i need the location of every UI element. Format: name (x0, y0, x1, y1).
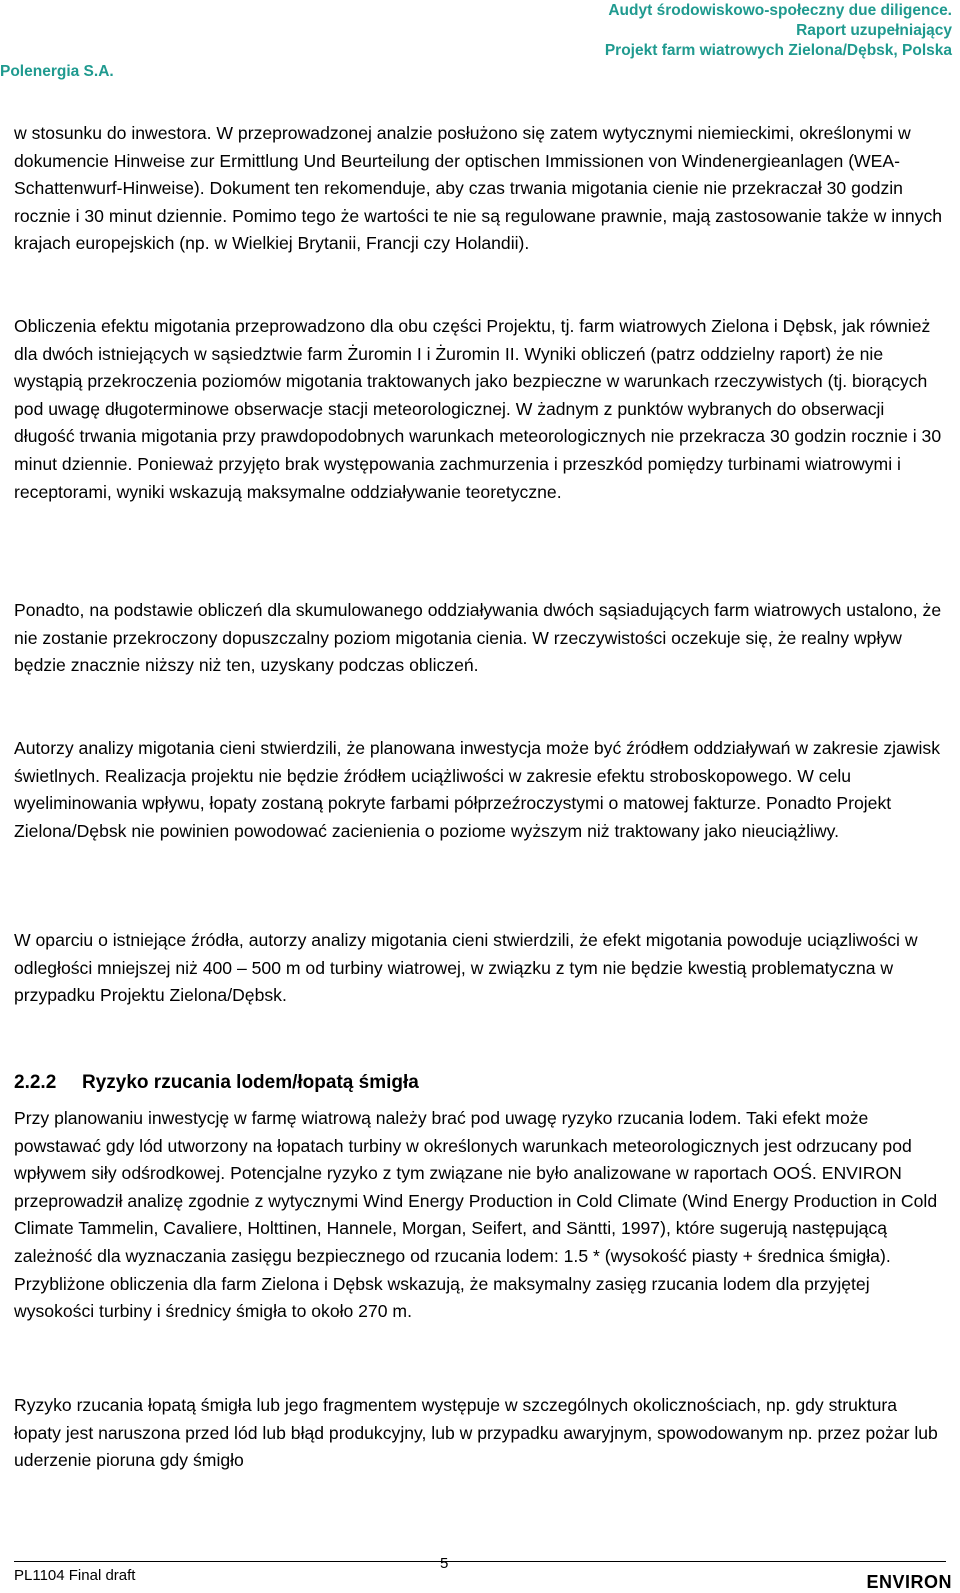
header-title-line-2: Raport uzupełniający (796, 22, 952, 39)
section-heading (14, 1072, 419, 1094)
footer-page-number: 5 (440, 1555, 449, 1572)
paragraph-cumulative-impact: Ponadto, na podstawie obliczeń dla skumulowanego oddziaływania dwóch sąsiadujących farm wiatrowych ustalono, że nie zostanie przekroczony dopuszczalny poziom migotania cienia. W rzeczywistości oczekuje się, że realny wpływ będzie znacznie niższy niż ten, uzyskany podczas obliczeń. (14, 600, 942, 676)
paragraph-ice-throw: Przy planowaniu inwestycję w farmę wiatrową należy brać pod uwagę ryzyko rzucania lodem. Taki efekt może powstawać gdy lód utworzony na łopatach turbiny w określonych warunkach meteorologicznych jest odrzucany pod wpływem siły odśrodkowej. Potencjalne ryzyko z tym związane nie było analizowane w raportach OOŚ. ENVIRON przeprowadził analizę zgodnie z wytycznymi Wind Energy Production in Cold Climate (Wind Energy Production in Cold Climate Tammelin, Cavaliere, Holttinen, Hannele, Morgan, Seifert, and Säntti, 1997), które sugerują następującą zależność dla wyznaczania zasięgu bezpiecznego od rzucania lodem: 1.5 * (wysokość piasty + średnica śmigła). Przybliżone obliczenia dla farm Zielona i Dębsk wskazują, że maksymalny zasięg rzucania lodem dla przyjętej wysokości turbiny i średnicy śmigła to około 270 m. (14, 1108, 938, 1322)
header-title-line-3: Projekt farm wiatrowych Zielona/Dębsk, Polska (604, 42, 952, 59)
footer-divider (14, 1561, 946, 1562)
header-company: Polenergia S.A. (0, 63, 114, 80)
paragraph-flicker-calculations: Obliczenia efektu migotania przeprowadzono dla obu części Projektu, tj. farm wiatrowych Zielona i Dębsk, jak również dla dwóch istniejących w sąsiedztwie farm Żuromin I i Żuromin II. Wyniki obliczeń (patrz oddzielny raport) że nie wystąpią przekroczenia poziomów migotania traktowanych jako bezpieczne w warunkach rzeczywistych (tj. biorących pod uwagę długoterminowe obserwacje stacji meteorologicznej. W żadnym z punktów wybranych do obserwacji długość trwania migotania przy prawdopodobnych warunkach meteorologicznych nie przekracza 30 godzin rocznie i 30 minut dziennie. Ponieważ przyjęto brak występowania zachmurzenia i przeszkód pomiędzy turbinami wiatrowymi i receptorami, wyniki wskazują maksymalne oddziaływanie teoretyczne. (14, 316, 942, 502)
section-number: 2.2.2 (14, 1072, 57, 1093)
paragraph-blade-throw: Ryzyko rzucania łopatą śmigła lub jego fragmentem występuje w szczególnych okolicznościach, np. gdy struktura łopaty jest naruszona przed lód lub błąd produkcyjny, lub w przypadku awaryjnym, spowodowanym np. przez pożar lub uderzenie pioruna gdy śmigło (14, 1395, 938, 1471)
footer-document-label: PL1104 Final draft (14, 1567, 136, 1584)
paragraph-flicker-distance: W oparciu o istniejące źródła, autorzy analizy migotania cieni stwierdzili, że efekt migotania powoduje uciązliwości w odległości mniejszej niż 400 – 500 m od turbiny wiatrowej, w związku z tym nie będzie kwestią problematyczna w przypadku Projektu Zielona/Dębsk. (14, 930, 918, 1006)
paragraph-shadow-flicker-guidelines: w stosunku do inwestora. W przeprowadzonej analzie posłużono się zatem wytycznymi niemieckimi, określonymi w dokumencie Hinweise zur Ermittlung Und Beurteilung der optischen Immissionen von Windenergieanlagen (WEA-Schattenwurf-Hinweise). Dokument ten rekomenduje, aby czas trwania migotania cienie nie przekraczał 30 godzin rocznie i 30 minut dziennie. Pomimo tego że wartości te nie są regulowane prawnie, mają zastosowanie także w innych krajach europejskich (np. w Wielkiej Brytanii, Francji czy Holandii). (14, 123, 943, 254)
section-title: Ryzyko rzucania lodem/łopatą śmigła (82, 1072, 419, 1093)
header-title-block (605, 1, 952, 61)
paragraph-light-phenomena: Autorzy analizy migotania cieni stwierdzili, że planowana inwestycja może być źródłem oddziaływań w zakresie zjawisk świetlnych. Realizacja projektu nie będzie źródłem uciążliwości w zakresie efektu stroboskopowego. W celu wyeliminowania wpływu, łopaty zostaną pokryte farbami półprzeźroczystymi o matowej fakturze. Ponadto Projekt Zielona/Dębsk nie powinien powodować zacienienia o poziome wyższym niż traktowany jako nieuciążliwy. (14, 738, 941, 841)
environ-logo: ENVIRON (866, 1572, 952, 1592)
header-title-line-1: Audyt środowiskowo-społeczny due diligence. (608, 2, 952, 19)
